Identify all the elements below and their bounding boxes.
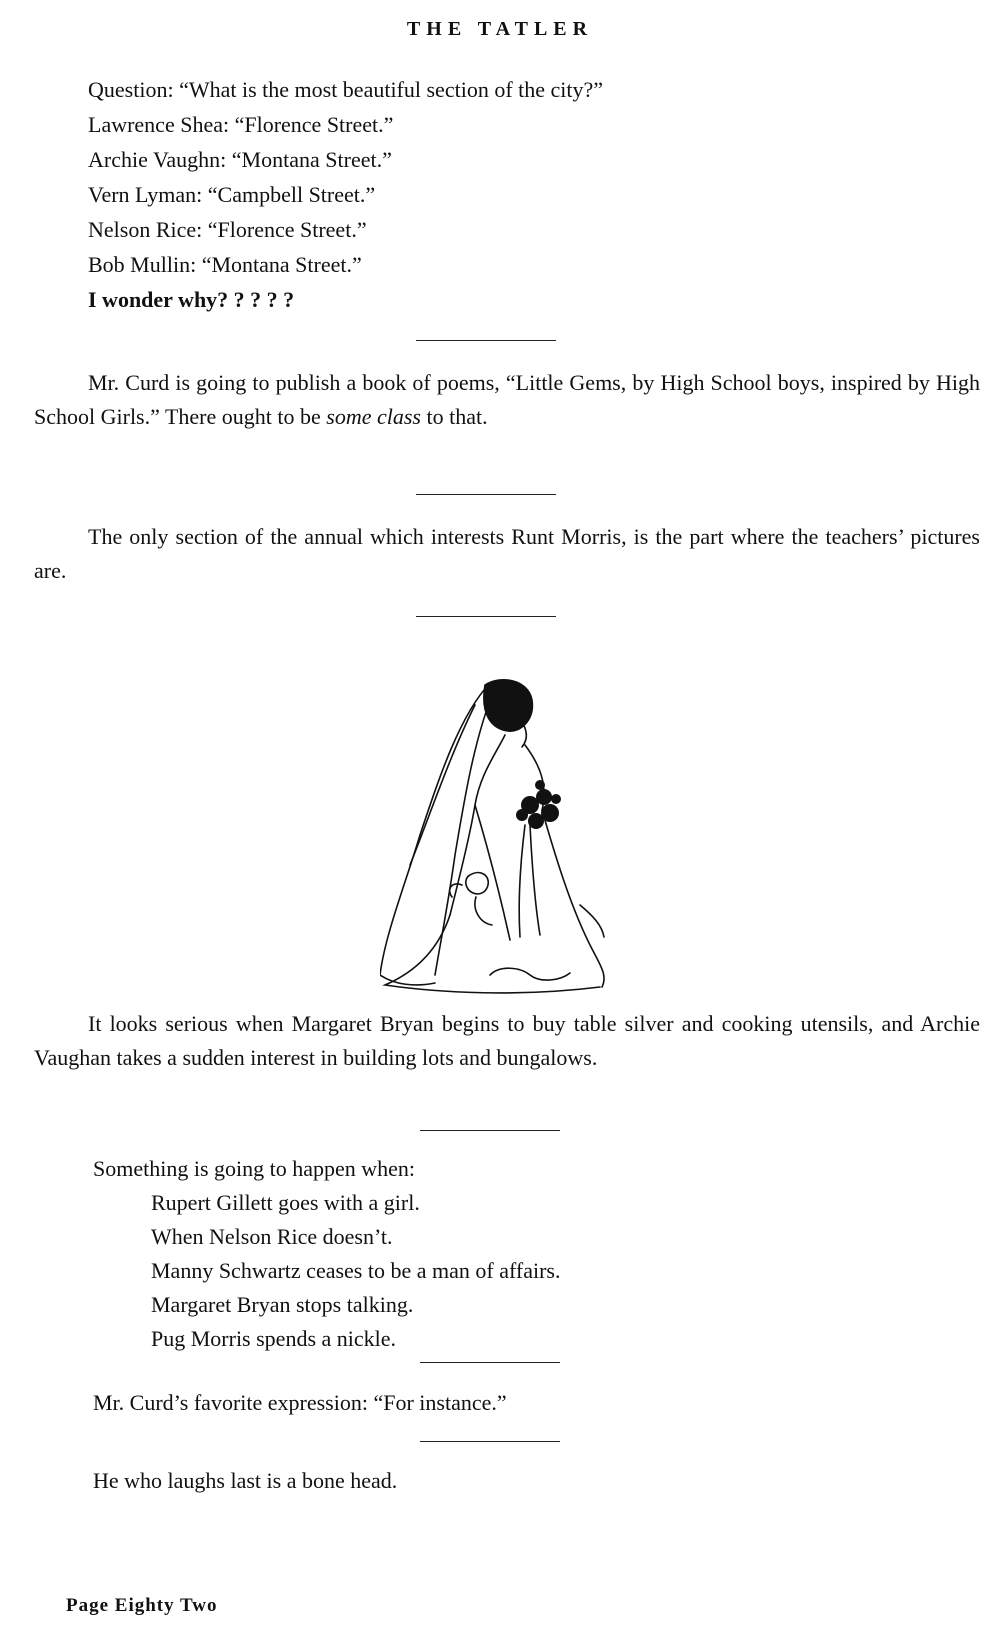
question-answer-block <box>88 72 603 317</box>
page-number: Page Eighty Two <box>66 1595 218 1616</box>
happen-intro: Something is going to happen when: <box>93 1156 416 1181</box>
answer-text: “Florence Street.” <box>207 217 367 242</box>
happen-list <box>93 1152 561 1356</box>
answer-name: Vern Lyman: <box>88 182 203 207</box>
happen-item: Manny Schwartz ceases to be a man of affairs. <box>151 1258 561 1283</box>
answer-name: Bob Mullin: <box>88 252 197 277</box>
answer-name: Nelson Rice: <box>88 217 203 242</box>
laughs-last-line: He who laughs last is a bone head. <box>93 1468 398 1493</box>
answer-text: “Campbell Street.” <box>207 182 376 207</box>
answer-line <box>88 177 603 212</box>
divider-rule <box>416 340 556 341</box>
question-line <box>88 72 603 107</box>
serious-text: It looks serious when Margaret Bryan begins to buy table silver and cooking utensils, and Archie Vaughan takes a sudden interest in building lots and bungalows. <box>34 1011 980 1070</box>
answer-name: Archie Vaughn: <box>88 147 227 172</box>
answer-line <box>88 247 603 282</box>
runt-paragraph <box>34 520 980 588</box>
answer-text: “Florence Street.” <box>234 112 394 137</box>
poems-paragraph <box>34 366 980 434</box>
divider-rule <box>420 1441 560 1442</box>
answer-text: “Montana Street.” <box>231 147 392 172</box>
divider-rule <box>416 616 556 617</box>
happen-item: Margaret Bryan stops talking. <box>151 1292 414 1317</box>
poems-text-emphasis: some class <box>326 404 421 429</box>
closing-line: I wonder why? ? ? ? ? <box>88 287 295 312</box>
curd-expression: Mr. Curd’s favorite expression: “For instance.” <box>93 1390 507 1415</box>
divider-rule <box>420 1362 560 1363</box>
answer-line <box>88 212 603 247</box>
happen-item: Rupert Gillett goes with a girl. <box>151 1190 420 1215</box>
page-header: THE TATLER <box>406 18 594 40</box>
poems-text-a: Mr. Curd is going to publish a book of poems, “Little Gems, by High School boys, inspired by High School Girls.” There ought to be <box>34 370 980 429</box>
answer-text: “Montana Street.” <box>201 252 362 277</box>
happen-item: Pug Morris spends a nickle. <box>151 1326 397 1351</box>
divider-rule <box>416 494 556 495</box>
answer-name: Lawrence Shea: <box>88 112 230 137</box>
runt-text: The only section of the annual which interests Runt Morris, is the part where the teachers’ pictures are. <box>34 524 980 583</box>
bride-illustration-icon <box>380 675 620 1015</box>
answer-line <box>88 107 603 142</box>
divider-rule <box>420 1130 560 1131</box>
question-label: Question: <box>88 77 174 102</box>
answer-line <box>88 142 603 177</box>
poems-text-b: to that. <box>420 404 488 429</box>
serious-paragraph <box>34 1007 980 1075</box>
question-text: “What is the most beautiful section of the city?” <box>179 77 604 102</box>
happen-item: When Nelson Rice doesn’t. <box>151 1224 393 1249</box>
